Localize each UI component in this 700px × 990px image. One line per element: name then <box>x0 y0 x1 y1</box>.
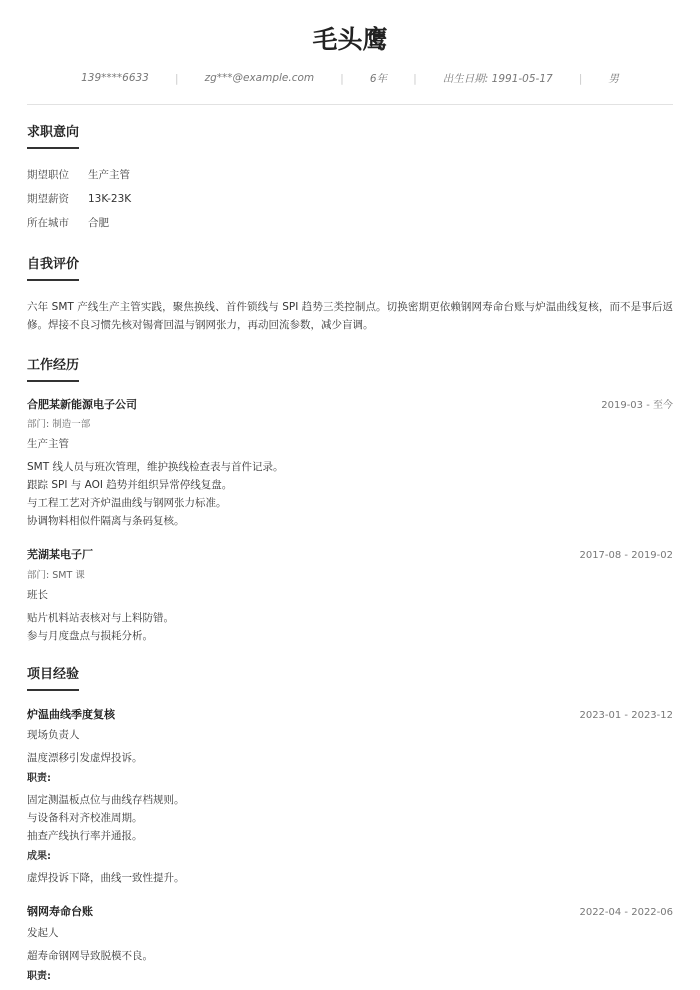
section-underline <box>27 380 79 382</box>
project-result: 虚焊投诉下降，曲线一致性提升。 <box>27 872 185 884</box>
project-role: 现场负责人 <box>27 729 80 741</box>
project-name: 炉温曲线季度复核 <box>27 708 115 721</box>
experience-years: 6年 <box>369 72 388 85</box>
work-date: 2019-03 - 至今 <box>601 400 673 411</box>
birth-date: 出生日期: 1991-05-17 <box>442 72 553 85</box>
work-role: 生产主管 <box>27 438 69 450</box>
work-company: 芜湖某电子厂 <box>27 548 93 561</box>
intent-label-salary: 期望薪资 <box>27 193 69 205</box>
section-title-work: 工作经历 <box>27 358 80 373</box>
project-desc: 温度漂移引发虚焊投诉。 <box>27 752 143 764</box>
project-date: 2023-01 - 2023-12 <box>579 710 673 721</box>
project-duty: 固定测温板点位与曲线存档规则。 <box>27 794 185 806</box>
separator: | <box>340 71 344 85</box>
separator: | <box>578 71 583 85</box>
intent-value-salary: 13K-23K <box>88 193 132 205</box>
summary-text: 六年 SMT 产线生产主管实践，聚焦换线、首件锁线与 SPI 趋势三类控制点。切换密期更依赖钢网寿命台账与炉温曲线复核，而不是事后返修。焊接不良习惯先核对锡膏回温与钢网张力，再动回流参数，减少盲调。 <box>27 301 673 331</box>
header-divider <box>27 104 673 105</box>
intent-value-city: 合肥 <box>88 217 109 229</box>
section-underline <box>27 689 79 691</box>
work-duty: SMT 线人员与班次管理，维护换线检查表与首件记录。 <box>27 461 284 473</box>
intent-label-position: 期望职位 <box>27 169 69 181</box>
work-duty: 贴片机料站表核对与上料防错。 <box>27 612 174 624</box>
project-duty: 抽查产线执行率并通报。 <box>27 830 143 842</box>
project-desc: 超寿命钢网导致脱模不良。 <box>27 950 153 962</box>
candidate-name: 毛头鹰 <box>312 25 388 54</box>
project-role: 发起人 <box>27 927 59 939</box>
separator: | <box>413 71 417 85</box>
project-duty: 与设备科对齐校准周期。 <box>27 812 143 824</box>
project-duties-label: 职责: <box>27 773 51 784</box>
work-role: 班长 <box>27 589 48 601</box>
intent-label-city: 所在城市 <box>27 217 69 229</box>
email: zg***@example.com <box>204 72 315 84</box>
contact-bar <box>0 70 700 86</box>
work-date: 2017-08 - 2019-02 <box>579 550 673 561</box>
section-underline <box>27 279 79 281</box>
separator: | <box>174 71 179 85</box>
section-title-projects: 项目经验 <box>27 667 80 682</box>
work-dept: 部门: SMT 课 <box>27 570 85 581</box>
work-duty: 参与月度盘点与损耗分析。 <box>27 630 153 642</box>
project-date: 2022-04 - 2022-06 <box>579 907 673 918</box>
section-title-intent: 求职意向 <box>27 125 80 140</box>
project-name: 钢网寿命台账 <box>27 905 93 918</box>
work-dept: 部门: 制造一部 <box>27 419 91 430</box>
work-duty: 与工程工艺对齐炉温曲线与钢网张力标准。 <box>27 497 227 509</box>
section-title-summary: 自我评价 <box>27 257 80 272</box>
work-duty: 跟踪 SPI 与 AOI 趋势并组织异常停线复盘。 <box>27 479 233 491</box>
project-duties-label: 职责: <box>27 971 51 982</box>
phone: 139****6633 <box>81 72 149 84</box>
work-company: 合肥某新能源电子公司 <box>27 398 137 411</box>
work-duty: 协调物料相似件隔离与条码复核。 <box>27 515 185 527</box>
intent-value-position: 生产主管 <box>88 169 130 181</box>
project-results-label: 成果: <box>27 851 51 862</box>
gender: 男 <box>608 72 619 85</box>
section-underline <box>27 147 79 149</box>
